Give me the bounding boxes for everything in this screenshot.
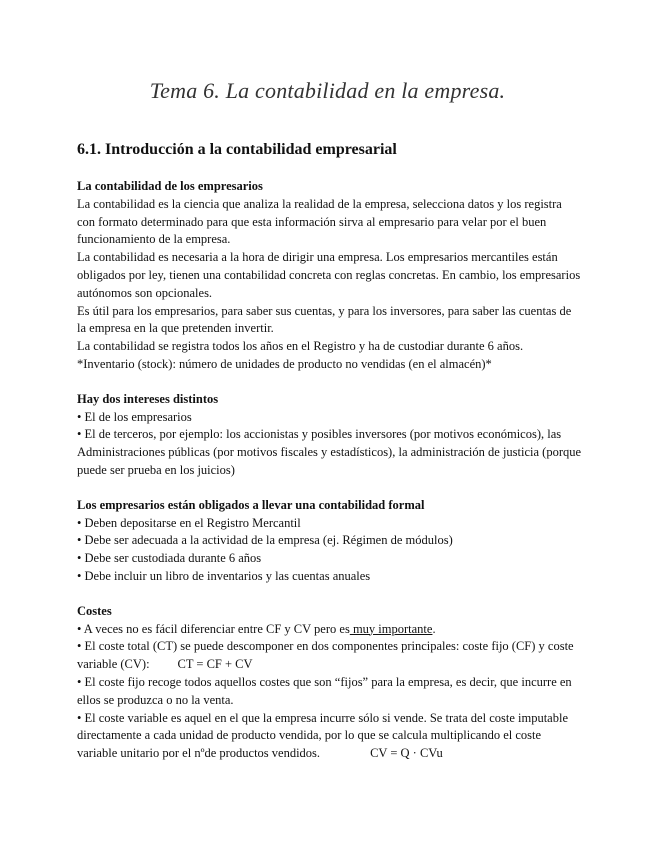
bullet-item: • Deben depositarse en el Registro Mercantil (77, 515, 301, 530)
bullet-item: • Debe incluir un libro de inventarios y las cuentas anuales (77, 568, 371, 583)
section-obligaciones (77, 497, 582, 586)
subsection-heading: Costes (77, 603, 112, 618)
paragraph: La contabilidad se registra todos los años en el Registro y ha de custodiar durante 6 años. (77, 339, 524, 354)
bullet-item: • El coste fijo recoge todos aquellos costes que son “fijos” para la empresa, es decir, que incurre en ellos se produzca o no la venta. (77, 674, 572, 707)
formula-variable-cost: CV = Q · CVu (370, 746, 443, 761)
document-body (77, 178, 582, 780)
section-costes (77, 603, 582, 763)
bullet-item (77, 710, 582, 763)
paragraph-note: *Inventario (stock): número de unidades de producto no vendidas (en el almacén)* (77, 356, 492, 371)
underlined-text: muy importante (349, 621, 433, 636)
bullet-item: • El de terceros, por ejemplo: los accionistas y posibles inversores (por motivos económicos), las Administraciones públicas (por motivos fiscales y estadísticos), la administración de justicia (porque puede ser prueba en los juicios) (77, 427, 582, 477)
bullet-text: • A veces no es fácil diferenciar entre CF y CV pero es (77, 621, 350, 636)
section-contabilidad-empresarios (77, 178, 582, 374)
bullet-item (77, 621, 582, 639)
paragraph: La contabilidad es la ciencia que analiza la realidad de la empresa, selecciona datos y los registra con formato determinado para que esta información sirva al empresario para velar por el buen funcionamiento de la empresa. (77, 196, 562, 247)
bullet-text: • El coste total (CT) se puede descomponer en dos componentes principales: coste fijo (CF) y coste variable (CV): (77, 639, 574, 672)
paragraph: Es útil para los empresarios, para saber sus cuentas, y para los inversores, para saber las cuentas de la empresa en la que pretenden invertir. (77, 303, 572, 336)
bullet-text-end: . (432, 621, 436, 636)
bullet-item (77, 638, 582, 674)
paragraph: La contabilidad es necesaria a la hora de dirigir una empresa. Los empresarios mercantiles están obligados por ley, tienen una contabilidad concreta con reglas concretas. En cambio, los empresarios autónomos son opcionales. (77, 250, 581, 300)
section-heading: 6.1. Introducción a la contabilidad empresarial (77, 141, 397, 158)
formula-total-cost: CT = CF + CV (177, 657, 253, 672)
subsection-heading: Los empresarios están obligados a llevar una contabilidad formal (77, 497, 425, 512)
section-intereses (77, 391, 582, 480)
subsection-heading: La contabilidad de los empresarios (77, 179, 263, 193)
bullet-item: • Debe ser adecuada a la actividad de la empresa (ej. Régimen de módulos) (77, 533, 453, 548)
bullet-text: • El coste variable es aquel en el que la empresa incurre sólo si vende. Se trata del coste imputable directamente a cada unidad de producto vendida, por lo que se calcula multiplicando el coste variable unitario por el nºde productos vendidos. (77, 710, 568, 761)
bullet-item: • Debe ser custodiada durante 6 años (77, 551, 262, 566)
document-title: Tema 6. La contabilidad en la empresa. (149, 78, 506, 103)
subsection-heading: Hay dos intereses distintos (77, 391, 219, 406)
bullet-item: • El de los empresarios (77, 409, 192, 424)
